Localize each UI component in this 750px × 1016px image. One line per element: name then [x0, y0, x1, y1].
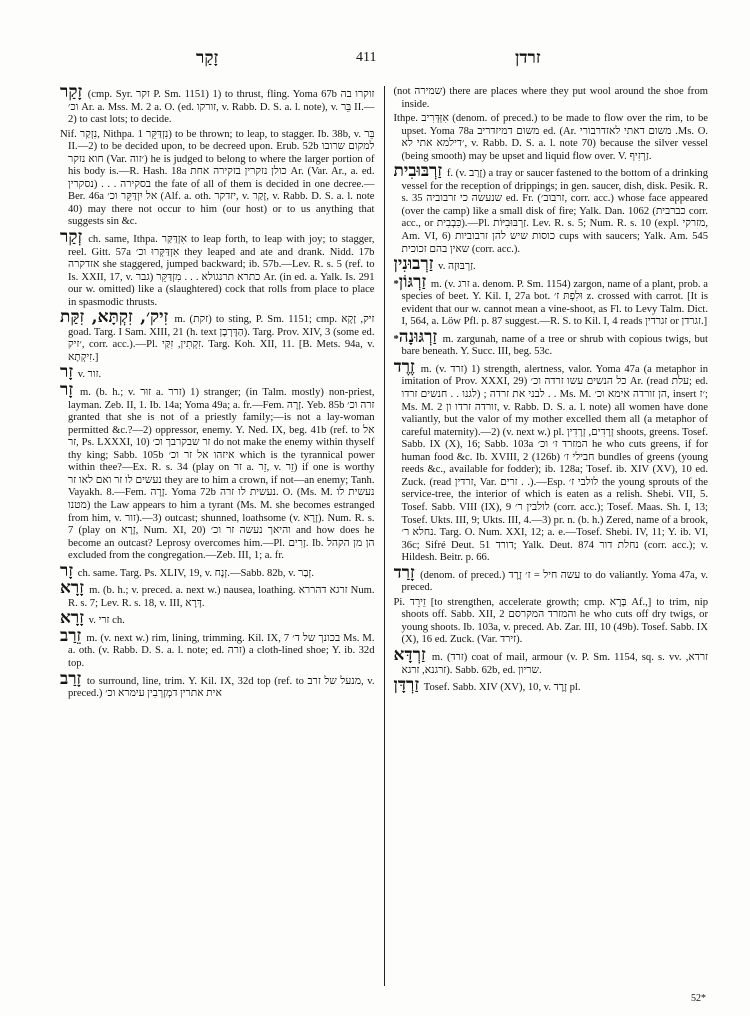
entry-definition: m. (v. next w.) rim, lining, trimming. Kil. IX, 7 בכונך של ד׳ Ms. M. a. oth. (v. Rabb. D. S. a. l. note; ed. זרה) a cloth-lined shoe; Y. ib. 32d top. — [68, 632, 375, 669]
dictionary-entry — [60, 578, 375, 610]
entry-definition: m. (b. h.; v. זוּר a. זרר) 1) stranger; (in Talm. mostly) non-priest, layman. Zeb. II, 1. Ib. 14a; Yoma 49a; a. fr.—Fem. זָרָה. Yeb. 85b זרה וכ׳ granted that she is not of a priestly family;—is not a lay-woman permitted &c.?—2) oppressor, enemy. Y. Ned. IX, beg. 41b (ref. to אל זר, Ps. LXXXI, 10) זר שבקרבך וכ׳ do not make the enemy within thyself thy king; Sabb. 105b איזהו אל זר וכ׳ which is the tyrannical power within thee?—Ex. R. s. 34 (play on זר a. זֵר, v. זֵר) if one is worthy נעשים לו זר ואם לאו זר they are to him a crown, if not—an enemy; Tanh. Vayakh. 8.—Fem. זָרָה. Yoma 72b נעשית לו זרה. O. (Ms. M. נעשית לו מטנו) the Law appears to him a tyrant (Ms. M. she becomes estranged from him, v. זור).—3) outcast; shunned, loathsome (v. זָרָא). Num. R. s. 7 (play on זָרָא, Num. XI, 20) והיאך נעשה זר וכ׳ and how does he become an outcast? Leprosy overcomes him.—Pl. זָרִים. Ib. הן מן הקהל excluded from the congregation.—Zeb. III, 1; a. fr. — [68, 387, 375, 562]
entry-definition: (denom. of preced.) עשה חיל = ז׳ זֶרֶד to do valiantly. Yoma 47a, v. preced. — [401, 569, 708, 594]
dictionary-entry — [60, 668, 375, 701]
entry-definition: (not שמירה) there are places where they put wool around the shoe from inside. — [393, 86, 708, 110]
entry-definition: m. (b. h.; v. preced. a. next w.) nausea, loathing. זרגא דהררא Num. R. s. 7; Lev. R. s. 18, v. III, דָּרָא. — [68, 585, 375, 609]
entry-definition: to surround, line, trim. Y. Kil. IX, 32d top (ref. to מנעל של זרב, v. preced.) אית אתרין דמְזָרְבִין עימרא וכ׳ — [68, 675, 375, 700]
dictionary-entry — [60, 307, 375, 364]
dictionary-entry — [394, 113, 709, 163]
entry-headword: זָר — [60, 560, 74, 581]
entry-headword: זָרָא — [60, 578, 85, 599]
dictionary-entry — [393, 562, 709, 595]
dictionary-entry — [60, 608, 375, 629]
dictionary-entry — [393, 675, 709, 696]
running-head — [0, 48, 750, 72]
running-head-left-word: זָקַר — [196, 48, 219, 68]
entry-definition: v. זַרְבּוּזָה. — [438, 261, 476, 273]
dictionary-entry — [60, 86, 375, 127]
entry-headword: זָר — [60, 362, 74, 383]
two-column-body — [60, 86, 708, 986]
entry-definition: Pi. זֵירֵד [to strengthen, accelerate growth; cmp. בָּרָא Af.,] to trim, nip shoots off. Sabb. XII, 2 והמזרד המקרסם he who cuts off dry twigs, or young shoots. Ib. 103a, v. preced. Ab. Zar. III, 10 (49b). Tosef. Sabb. IX (X), 16 ed. Zuck. (Var. זירד). — [393, 596, 708, 646]
entry-definition: Ithpe. אִזְּדְּרִיב (denom. of preced.) to be made to flow over the rim, to be upset. Yoma 78a משום דמיזדריב ed. (Ar. משום דאתי לאזדרבורי .Ms. O. ׳דילמא אתי לא, v. Rabb. D. S. a. l. note 70) because the silver vessel (being smooth) may be upset and liquid flow over. V. זַרְזִיף. — [393, 113, 708, 162]
entry-definition: m. (v. זרג a. denom. P. Sm. 1154) zargon, name of a plant, prob. a species of beet. Y. Kil. I, 27a bot. וּלִפְתּ ז׳ z. crossed with carrot. [It is evident that our w. cannot mean a vine-shoot, as Fl. to Levy Talm. Dict. I, 564, a. Löw Pfl. p. 87 suggest.—R. S. to Kil. I, 4 reads זגרדין or זגרדן.] — [401, 278, 708, 328]
entry-headword: זָרָא — [60, 608, 85, 629]
right-column — [394, 86, 709, 986]
signature-mark: 52* — [691, 993, 706, 1004]
entry-definition: m. (v. זרד) 1) strength, alertness, valor. Yoma 47a (a metaphor in imitation of Prov. XXXI, 29) כל הנשים עשו זרדה וכ׳ Ar. (read עלת; ed. לגנו . . חנשים זרדו) ; לבני את זרדה . . Ms. M. הן זורדה אימא וכ׳, insert ׳ז; Ms. M. 2 זורדה זרדו ון, v. Rabb. D. S. a. l. note) all women have done valiantly, but the valor of my mother excelled them all (a metaphor of careful maternity).—2) (v. next w.) pl. זְרָדִים, זְרָדִין shoots, greens. Tosef. Sabb. IX (X), 16; Sabb. 103a המזרד ז׳ וכ׳ he who cuts greens, if for human food &c. Ib. XVIII, 2 (126b) חבילי ז׳ bundles of greens (young reeds &c., available for fodder); ib. 128a; Tosef. ib. XIV (XV), 10 ed. Zuck. (read זרדין, Var. זרים . .).—Esp. לולבי ז׳ the young sprouts of the service-tree, the interior of which is eaten as a relish. Shebi. VII, 5. Tosef. Sabb. VIII (IX), 9 לולבין ר׳ (corr. acc.); Tosef. Maas. Sh. I, 13; Tosef. Ukts. III, 9; Ukts. III, 4.—3) pr. n. (b. h.) Zered, name of a brook, נחלא ר׳. Targ. O. Num. XXI, 12; a. e.—Tosef. Shebi. IV, 11; Y. ib. VI, 36c; Sifré Deut. 51 דורד; Yalk. Deut. 874 נחלת דור (corr. acc.); v. Hildesh. Beitr. p. 66. — [401, 363, 708, 564]
entry-headword: זַרְגּוֹן — [398, 271, 427, 292]
dictionary-entry — [393, 356, 709, 565]
entry-headword: זַרְדָּן — [393, 675, 420, 696]
entry-headword: זָרַב — [60, 668, 82, 689]
dictionary-entry — [60, 362, 375, 383]
dictionary-entry — [393, 271, 709, 329]
dictionary-entry — [60, 227, 375, 309]
dictionary-entry — [394, 597, 709, 647]
entry-headword: זָר — [60, 380, 74, 401]
dictionary-entry — [394, 86, 709, 111]
entry-definition: v. זרי ch. — [88, 615, 125, 627]
entry-headword: זָקַר — [60, 86, 83, 102]
left-column — [60, 86, 375, 986]
dictionary-entry — [393, 161, 709, 256]
dictionary-entry — [60, 625, 375, 671]
entry-definition: m. (זרד) coat of mail, armour (v. P. Sm. 1154, sq. s. vv. זרדא, זרגנא, זרגא). Sabb. 62b, ed. שריון. — [401, 651, 708, 676]
entry-definition: Tosef. Sabb. XIV (XV), 10, v. זֶרֶד pl. — [423, 682, 581, 694]
entry-star-marker: * — [393, 278, 399, 290]
entry-headword: זְקַר — [60, 227, 83, 248]
entry-headword: זַרְבּוּבִית — [393, 161, 443, 182]
entry-definition: ch. same. Targ. Ps. XLIV, 19, v. זְנָח.—Sabb. 82b, v. זְבַר. — [77, 567, 315, 579]
entry-definition: v. זור. — [77, 369, 102, 381]
entry-definition: (cmp. Syr. זקר P. Sm. 1151) 1) to thrust, fling. Yoma 67b זוקרו בה וכ׳ Ar. a. Mss. M. 2 a. O. (ed. זורקו, v. Rabb. D. S. a. l. note), v. בֵּר II.—2) to cast lots; to decide. — [68, 89, 375, 126]
entry-star-marker: * — [393, 333, 399, 345]
entry-definition: ch. same, Ithpa. אִזְדַּקַּר to leap forth, to leap with joy; to stagger, reel. Gitt. 57a אִזְדַּקְּרוּ וכ׳ they leaped and ate and drank. Nidd. 17b אזדקרה she staggered, jumped backward; ib. 57b.—Lev. R. s. 5 (ref. to Is. XXII, 17, v. כתרא תרנגולא . . . מִזְדַּקֵּר (גבר Ar. (in ed. a. Yalk. Is. 291 our w. omitted) like a (slaughtered) cock that rolls from place to place in spasmodic thrusts. — [68, 234, 375, 308]
entry-headword: זָרַד — [393, 562, 415, 583]
entry-definition: m. zargunah, name of a tree or shrub with copious twigs, but bare beneath. Y. Succ. III, beg. 53c. — [401, 333, 708, 358]
dictionary-entry — [60, 129, 375, 229]
entry-headword: זִיק׳, זִקְתָּא, זִקַּת — [60, 307, 169, 328]
column-divider — [384, 86, 385, 986]
dictionary-entry — [60, 380, 375, 563]
entry-headword: זַרְדָּא — [393, 644, 426, 665]
running-head-right-word: זרדן — [515, 48, 541, 68]
dictionary-entry — [393, 326, 709, 359]
entry-headword: זֶרֶד — [393, 356, 415, 377]
entry-headword: זַרְבוּנִין — [393, 254, 434, 275]
page-number: 411 — [356, 50, 377, 65]
dictionary-entry — [60, 560, 375, 581]
entry-headword: זֵרַב — [60, 625, 82, 646]
entry-definition: m. (זקת) to sting, P. Sm. 1151; cmp. זיק, זָקָא goad. Targ. I Sam. XIII, 21 (h. text הַדָּרְבָן). Targ. Prov. XIV, 3 (some ed. ׳זיק, corr. acc.).—Pl. זִקְתִין, זִקַּי. Targ. Koh. XII, 11. [B. Mets. 94a, v. זִיקְתָא.] — [68, 314, 375, 363]
dictionary-entry — [393, 644, 709, 677]
entry-headword: זַרְגּוּנָה — [398, 326, 438, 347]
entry-definition: f. (v. זָרַב) a tray or saucer fastened to the bottom of a drinking vessel for the reception of drippings; in gen. saucer, dish, disk. Pesik. R. s. 35 שנעשה כי זרבוביה ed. Fr. (זרבוב׳, corr. acc.) whose face appeared (over the camp) like a small disk of fire; Yalk. Dan. 1062 (כברבית corr. acc., or כִּבְבִית).—Pl. זַרְבּוּבִיּוֹת. Lev. R. s. 5; Num. R. s. 10 (expl. מזרקי, Am. VI, 6) כוסות שיש להן זרבוביות cups with saucers; Yalk. Am. 545 שאין בהם זכוכית (corr. acc.). — [401, 168, 708, 255]
entry-definition: Nif. נִזְקַר, Nithpa. נִזְדַּקֵּר 1) to be thrown; to leap, to stagger. Ib. 38b, v. בֵּר II.—2) to be decided upon, to be decreed upon. Erub. 52b למקום שרובו חוא נזקר (Var. ׳זוה) he is judged to belong to where the larger portion of his body is.—R. Hash. 18a כולן נזקרין בזקירה אחת Ar. (Var. Ar., a. ed. נסקרין) . . . בסקירה the fate of all of them is decided in one decree.—Ber. 46a אל יִזְדַּקֵּר וכ׳ (Alf. a. oth. יזדקר, v. זָקַר, v. Rabb. D. S. a. l. note 40) may there not occur to him (our host) or to us anything that suggests sin &c. — [60, 128, 375, 228]
dictionary-entry — [393, 254, 709, 275]
